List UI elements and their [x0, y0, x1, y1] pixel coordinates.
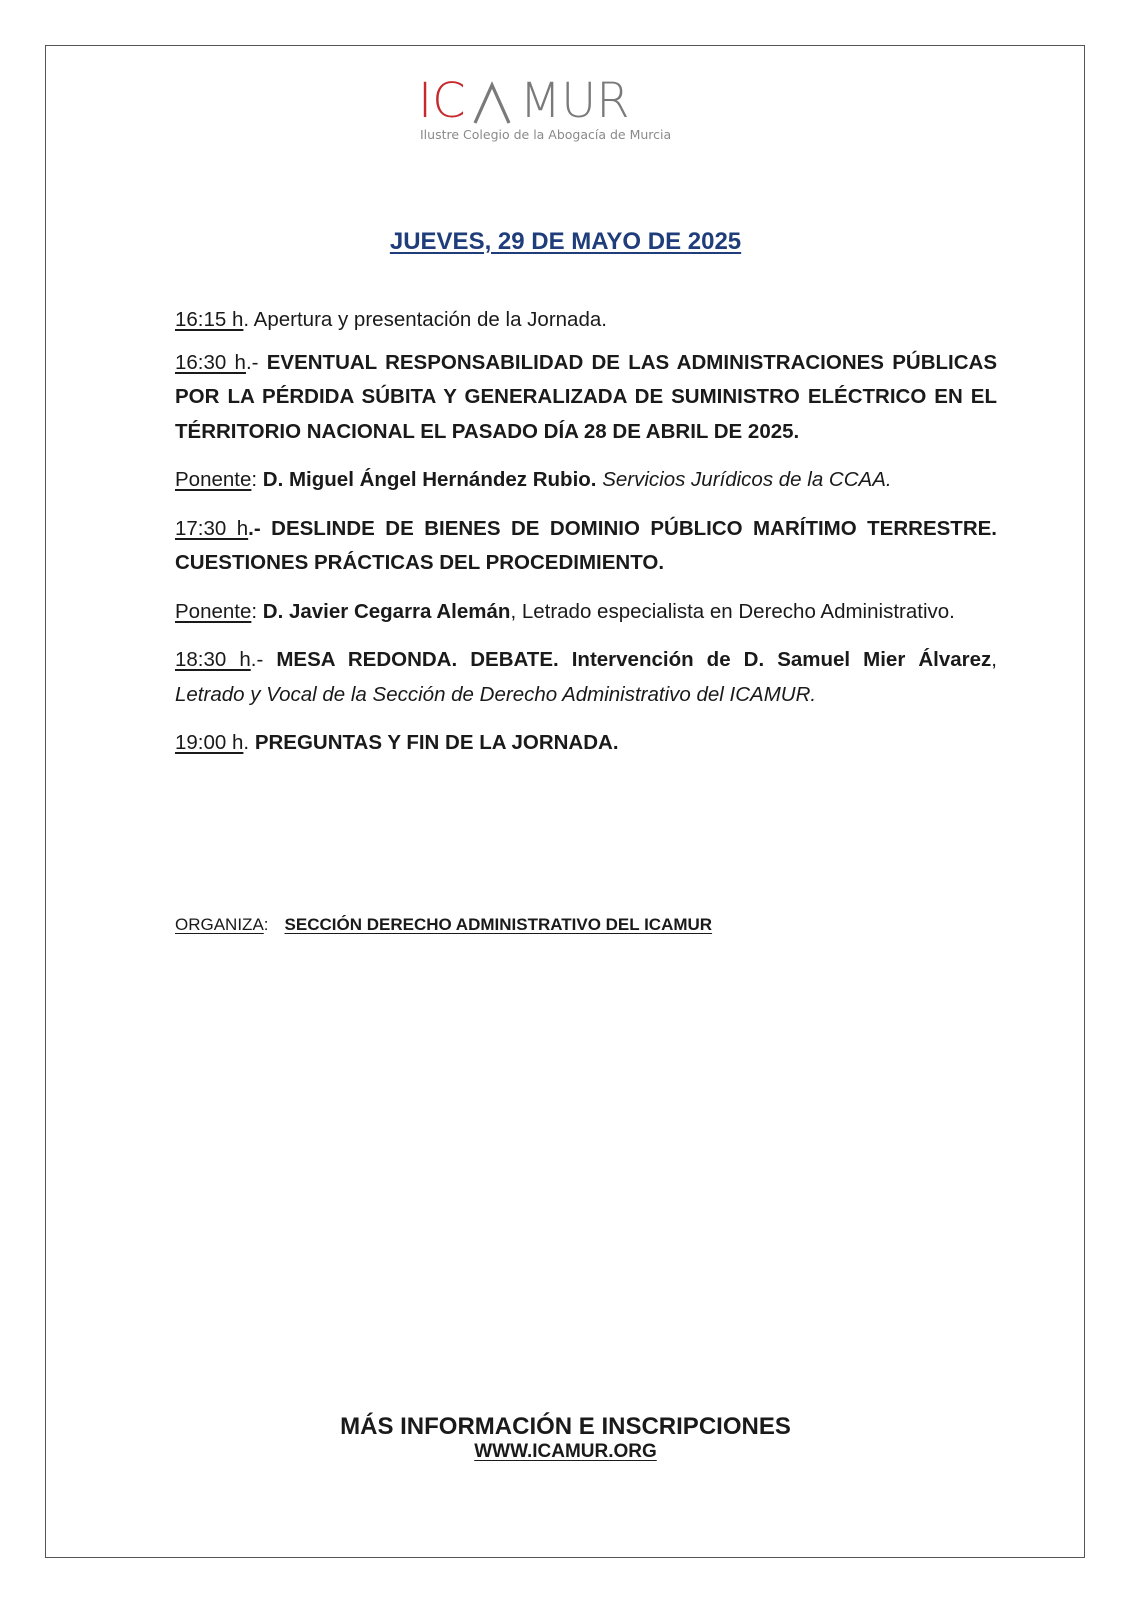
logo-letters-ic: IC: [418, 73, 466, 129]
website-link[interactable]: WWW.ICAMUR.ORG: [474, 1441, 657, 1462]
program: [175, 303, 997, 761]
more-info-heading: MÁS INFORMACIÓN E INSCRIPCIONES: [340, 1413, 791, 1440]
time-label: 16:15 h: [175, 308, 244, 331]
program-item-4: [175, 643, 997, 712]
item-separator: .-: [245, 350, 267, 374]
logo-wordmark: [418, 75, 690, 127]
organizer-value: SECCIÓN DERECHO ADMINISTRATIVO DEL ICAMUR: [284, 915, 713, 934]
date-heading: [0, 228, 1131, 256]
program-item-5: [175, 726, 997, 761]
time-label: 19:00 h: [175, 731, 244, 754]
speaker-name: D. Miguel Ángel Hernández Rubio.: [262, 468, 597, 491]
speaker-label: Ponente: [175, 468, 252, 491]
time-label: 17:30 h: [175, 516, 249, 540]
item-title: MESA REDONDA. DEBATE. Intervención de D. Samuel Mier Álvarez: [276, 648, 992, 671]
logo-a-chevron-icon: [472, 81, 512, 125]
speaker-role: , Letrado especialista en Derecho Administrativo.: [510, 599, 955, 623]
program-item-1: [175, 303, 997, 338]
item-separator: .-: [250, 648, 277, 671]
page-border: [45, 45, 1085, 1558]
footer: [0, 1413, 1131, 1463]
item-comma: ,: [991, 648, 997, 671]
item-separator: .: [243, 731, 255, 754]
program-item-2: [175, 346, 997, 450]
organizer-colon: :: [263, 915, 269, 934]
logo-letters-mur: MUR: [519, 73, 630, 129]
speaker-label: Ponente: [175, 599, 252, 623]
item-title: EVENTUAL RESPONSABILIDAD DE LAS ADMINISTRACIONES PÚBLICAS POR LA PÉRDIDA SÚBITA Y GENERALIZADA DE SUMINISTRO ELÉCTRICO EN EL TÉRRITORIO NACIONAL EL PASADO DÍA 28 DE ABRIL DE 2025.: [175, 350, 997, 443]
item-text: . Apertura y presentación de la Jornada.: [243, 308, 607, 331]
time-label: 18:30 h: [175, 648, 251, 671]
speaker-colon: :: [251, 599, 263, 623]
icamur-logo: [418, 75, 690, 142]
time-label: 16:30 h: [175, 350, 246, 374]
item-role: Letrado y Vocal de la Sección de Derecho Administrativo del ICAMUR.: [175, 682, 817, 706]
logo-subtitle: Ilustre Colegio de la Abogacía de Murcia: [420, 127, 672, 142]
organizer: [175, 915, 712, 935]
speaker-colon: :: [251, 468, 263, 491]
program-item-3: [175, 512, 997, 581]
speaker-name: D. Javier Cegarra Alemán: [262, 599, 511, 623]
speaker-role: Servicios Jurídicos de la CCAA.: [596, 468, 892, 491]
speaker-1: [175, 463, 997, 498]
date-heading-text: JUEVES, 29 DE MAYO DE 2025: [389, 228, 742, 255]
item-title: .- DESLINDE DE BIENES DE DOMINIO PÚBLICO MARÍTIMO TERRESTRE. CUESTIONES PRÁCTICAS DEL PROCEDIMIENTO.: [175, 516, 997, 574]
speaker-2: [175, 595, 997, 630]
organizer-label: ORGANIZA: [175, 915, 264, 934]
item-title: PREGUNTAS Y FIN DE LA JORNADA.: [254, 731, 619, 754]
